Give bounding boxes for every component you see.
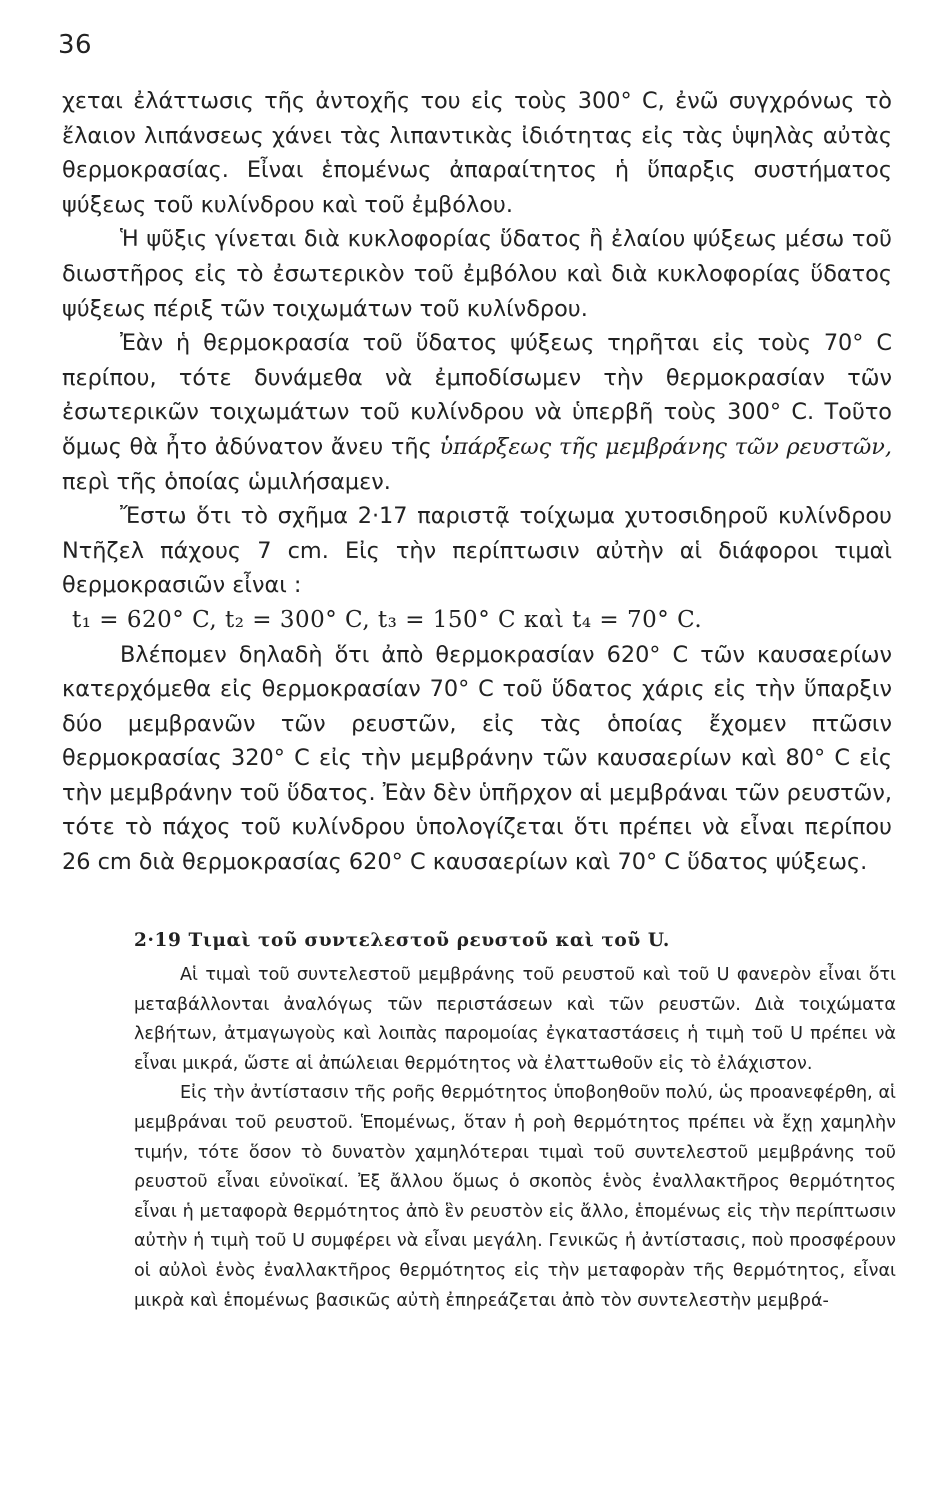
page-number: 36 [58, 30, 93, 60]
section-paragraph: Αἱ τιμαὶ τοῦ συντελεστοῦ μεμβράνης τοῦ ρευστοῦ καὶ τοῦ U φανερὸν εἶναι ὅτι μεταβάλλονται ἀναλόγως τῶν περιστάσεων καὶ τῶν ρευστῶν. Διὰ τοιχώματα λεβήτων, ἀτμαγωγοὺς καὶ λοιπὰς παρομοίας ἐγκαταστάσεις ἡ τιμὴ τοῦ U πρέπει νὰ εἶναι μικρά, ὥστε αἱ ἀπώλειαι θερμότητος νὰ ἐλαττωθοῦν εἰς τὸ ἐλάχιστον. [134, 965, 896, 1074]
main-body-text [62, 84, 892, 880]
paragraph-figure-reference: Ἔστω ὅτι τὸ σχῆμα 2·17 παριστᾷ τοίχωμα χυτοσιδηροῦ κυλίνδρου Ντῆζελ πάχους 7 cm. Εἰς τὴν περίπτωσιν αὐτὴν αἱ διάφοροι τιμαὶ θερμοκρασιῶν εἶναι : [62, 503, 892, 599]
paragraph-continued: χεται ἐλάττωσις τῆς ἀντοχῆς του εἰς τοὺς 300° C, ἐνῶ συγχρόνως τὸ ἔλαιον λιπάνσεως χάνει τὰς λιπαντικὰς ἰδιότητας εἰς τὰς ὑψηλὰς αὐτὰς θερμοκρασίας. Εἶναι ἑπομένως ἀπαραίτητος ἡ ὕπαρξις συστήματος ψύξεως τοῦ κυλίνδρου καὶ τοῦ ἐμβόλου. [62, 88, 892, 218]
paragraph-membranes: Βλέπομεν δηλαδὴ ὅτι ἀπὸ θερμοκρασίαν 620° C τῶν καυσαερίων κατερχόμεθα εἰς θερμοκρασίαν 70° C τοῦ ὕδατος χάρις εἰς τὴν ὕπαρξιν δύο μεμβρανῶν τῶν ρευστῶν, εἰς τὰς ὁποίας ἔχομεν πτῶσιν θερμοκρασίας 320° C εἰς τὴν μεμβράνην τῶν καυσαερίων καὶ 80° C εἰς τὴν μεμβράνην τοῦ ὕδατος. Ἐὰν δὲν ὑπῆρχον αἱ μεμβράναι τῶν ρευστῶν, τότε τὸ πάχος τοῦ κυλίνδρου ὑπολογίζεται ὅτι πρέπει νὰ εἶναι περίπου 26 cm διὰ θερμοκρασίας 620° C καυσαερίων καὶ 70° C ὕδατος ψύξεως. [62, 641, 892, 876]
paragraph-text: περὶ τῆς ὁποίας ὡμιλήσαμεν. [62, 468, 391, 495]
italic-emphasis: ὑπάρξεως τῆς μεμβράνης τῶν ρευστῶν, [439, 433, 892, 460]
section-paragraph: Εἰς τὴν ἀντίστασιν τῆς ροῆς θερμότητος ὑποβοηθοῦν πολύ, ὡς προανεφέρθη, αἱ μεμβράναι τοῦ ρευστοῦ. Ἑπομένως, ὅταν ἡ ροὴ θερμότητος πρέπει νὰ ἔχῃ χαμηλὴν τιμήν, τότε ὅσον τὸ δυνατὸν χαμηλότεραι τιμαὶ τοῦ συντελεστοῦ μεμβράνης τοῦ ρευστοῦ εἶναι εὐνοϊκαί. Ἐξ ἄλλου ὅμως ὁ σκοπὸς ἑνὸς ἐναλλακτῆρος θερμότητος εἶναι ἡ μεταφορὰ θερμότητος ἀπὸ ἓν ρευστὸν εἰς ἄλλο, ἑπομένως εἰς τὴν περίπτωσιν αὐτὴν ἡ τιμὴ τοῦ U συμφέρει νὰ εἶναι μεγάλη. Γενικῶς ἡ ἀντίστασις, ποὺ προσφέρουν οἱ αὐλοὶ ἑνὸς ἐναλλακτῆρος θερμότητος εἰς τὴν μεταφορὰν τῆς θερμότητος, εἶναι μικρὰ καὶ ἑπομένως βασικῶς αὐτὴ ἐπηρεάζεται ἀπὸ τὸν συντελεστὴν μεμβρά- [134, 1083, 896, 1311]
paragraph-cooling: Ἡ ψῦξις γίνεται διὰ κυκλοφορίας ὕδατος ἢ ἐλαίου ψύξεως μέσω τοῦ διωστῆρος εἰς τὸ ἐσωτερικὸν τοῦ ἐμβόλου καὶ διὰ κυκλοφορίας ὕδατος ψύξεως πέριξ τῶν τοιχωμάτων τοῦ κυλίνδρου. [62, 226, 892, 322]
section-heading: 2·19 Τιμαὶ τοῦ συντελεστοῦ ρευστοῦ καὶ τοῦ U. [134, 930, 670, 951]
paragraph-water-temperature [62, 326, 892, 499]
temperature-equation: t₁ = 620° C, t₂ = 300° C, t₃ = 150° C καὶ t₄ = 70° C. [72, 606, 703, 633]
paragraph-text: Ἐὰν ἡ θερμοκρασία τοῦ ὕδατος ψύξεως τηρῆται εἰς τοὺς 70° C περίπου, τότε δυνάμεθα νὰ ἐμποδίσωμεν τὴν θερμοκρασίαν τῶν ἐσωτερικῶν τοιχωμάτων τοῦ κυλίνδρου νὰ ὑπερβῆ τοὺς 300° C. Τοῦτο ὅμως θὰ ἦτο ἀδύνατον ἄνευ τῆς [62, 330, 892, 460]
section-body-text [134, 961, 896, 1316]
